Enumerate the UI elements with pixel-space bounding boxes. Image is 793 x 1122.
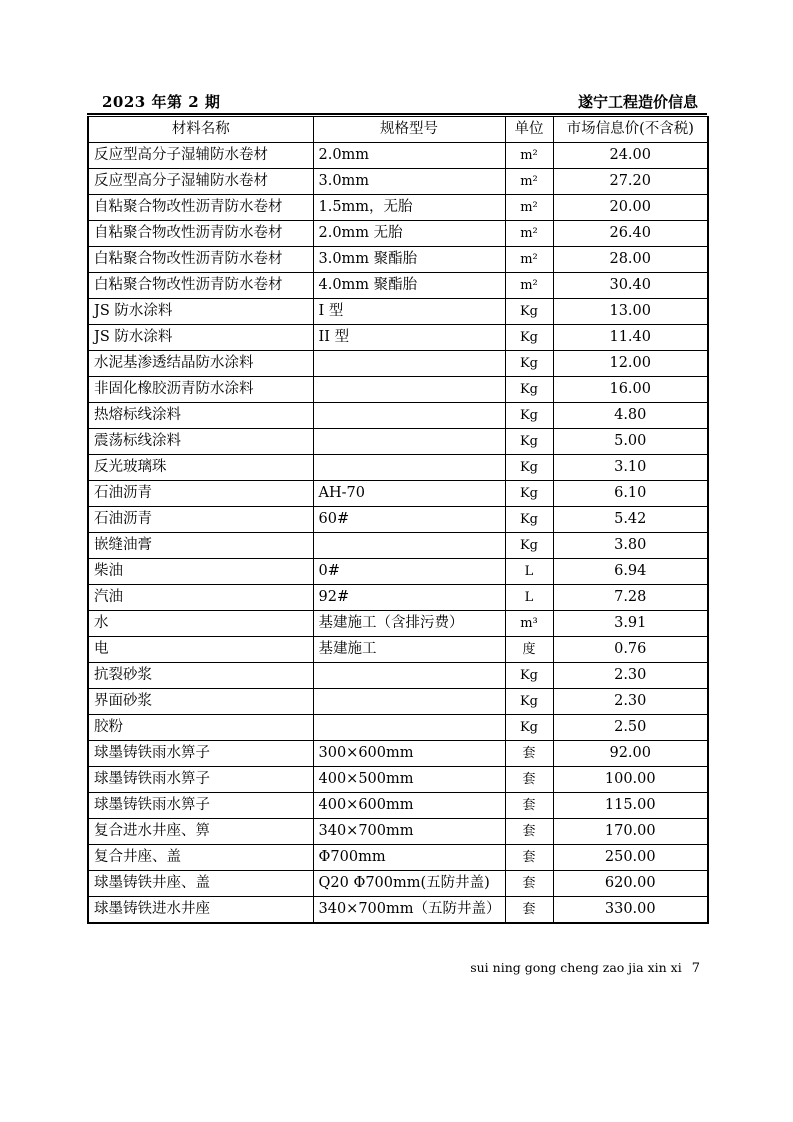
unit-cell: Kg — [505, 325, 553, 351]
material-name-cell: 白粘聚合物改性沥青防水卷材 — [88, 247, 313, 273]
market-price-cell: 0.76 — [553, 637, 708, 663]
unit-cell: 套 — [505, 741, 553, 767]
material-name-cell: 球墨铸铁雨水箅子 — [88, 741, 313, 767]
spec-model-cell — [313, 377, 505, 403]
table-row — [88, 663, 708, 689]
spec-model-cell: Φ700mm — [313, 845, 505, 871]
spec-model-cell: 2.0mm 无胎 — [313, 221, 505, 247]
unit-cell: 套 — [505, 819, 553, 845]
material-name-cell: 复合进水井座、箅 — [88, 819, 313, 845]
market-price-cell: 3.91 — [553, 611, 708, 637]
market-price-cell: 3.80 — [553, 533, 708, 559]
material-name-cell: 白粘聚合物改性沥青防水卷材 — [88, 273, 313, 299]
spec-model-cell: 400×600mm — [313, 793, 505, 819]
unit-cell: 套 — [505, 897, 553, 924]
spec-model-cell: 4.0mm 聚酯胎 — [313, 273, 505, 299]
table-row — [88, 715, 708, 741]
market-price-cell: 6.94 — [553, 559, 708, 585]
table-row — [88, 559, 708, 585]
table-row — [88, 455, 708, 481]
table-row — [88, 481, 708, 507]
market-price-cell: 2.30 — [553, 689, 708, 715]
spec-model-cell — [313, 455, 505, 481]
market-price-cell: 28.00 — [553, 247, 708, 273]
market-price-cell: 7.28 — [553, 585, 708, 611]
table-row — [88, 585, 708, 611]
material-name-cell: 球墨铸铁雨水箅子 — [88, 793, 313, 819]
unit-cell: m² — [505, 221, 553, 247]
market-price-cell: 2.50 — [553, 715, 708, 741]
material-name-cell: 反应型高分子湿辅防水卷材 — [88, 169, 313, 195]
market-price-cell: 16.00 — [553, 377, 708, 403]
table-row — [88, 221, 708, 247]
market-price-cell: 12.00 — [553, 351, 708, 377]
table-row — [88, 143, 708, 169]
table-row — [88, 871, 708, 897]
material-name-cell: 石油沥青 — [88, 481, 313, 507]
table-row — [88, 845, 708, 871]
material-name-cell: 自粘聚合物改性沥青防水卷材 — [88, 221, 313, 247]
market-price-cell: 6.10 — [553, 481, 708, 507]
table-row — [88, 611, 708, 637]
material-name-cell: 界面砂浆 — [88, 689, 313, 715]
price-table — [87, 116, 709, 924]
table-row — [88, 767, 708, 793]
table-row — [88, 429, 708, 455]
page-footer — [470, 960, 700, 976]
unit-cell: Kg — [505, 403, 553, 429]
material-name-cell: 胶粉 — [88, 715, 313, 741]
table-row — [88, 819, 708, 845]
unit-cell: 套 — [505, 767, 553, 793]
table-header — [88, 117, 708, 143]
material-name-cell: 反应型高分子湿辅防水卷材 — [88, 143, 313, 169]
material-name-cell: 非固化橡胶沥青防水涂料 — [88, 377, 313, 403]
table-row — [88, 403, 708, 429]
market-price-cell: 92.00 — [553, 741, 708, 767]
unit-cell: 套 — [505, 871, 553, 897]
market-price-cell: 5.00 — [553, 429, 708, 455]
unit-cell: Kg — [505, 715, 553, 741]
market-price-cell: 13.00 — [553, 299, 708, 325]
table-row — [88, 247, 708, 273]
market-price-cell: 3.10 — [553, 455, 708, 481]
unit-cell: m³ — [505, 611, 553, 637]
unit-cell: m² — [505, 169, 553, 195]
spec-model-cell: Q20 Φ700mm(五防井盖) — [313, 871, 505, 897]
spec-model-cell: I 型 — [313, 299, 505, 325]
unit-cell: m² — [505, 273, 553, 299]
column-header-name: 材料名称 — [88, 117, 313, 143]
unit-cell: L — [505, 559, 553, 585]
unit-cell: m² — [505, 143, 553, 169]
material-name-cell: 抗裂砂浆 — [88, 663, 313, 689]
table-row — [88, 377, 708, 403]
table-row — [88, 273, 708, 299]
market-price-cell: 100.00 — [553, 767, 708, 793]
market-price-cell: 2.30 — [553, 663, 708, 689]
unit-cell: 套 — [505, 793, 553, 819]
table-row — [88, 325, 708, 351]
spec-model-cell: 2.0mm — [313, 143, 505, 169]
material-name-cell: 球墨铸铁进水井座 — [88, 897, 313, 924]
table-row — [88, 533, 708, 559]
spec-model-cell — [313, 715, 505, 741]
spec-model-cell: 基建施工 — [313, 637, 505, 663]
unit-cell: m² — [505, 247, 553, 273]
material-name-cell: 反光玻璃珠 — [88, 455, 313, 481]
material-name-cell: 石油沥青 — [88, 507, 313, 533]
market-price-cell: 5.42 — [553, 507, 708, 533]
unit-cell: L — [505, 585, 553, 611]
table-row — [88, 689, 708, 715]
spec-model-cell: 0# — [313, 559, 505, 585]
footer-text: sui ning gong cheng zao jia xin xi — [470, 960, 682, 975]
spec-model-cell: 基建施工（含排污费） — [313, 611, 505, 637]
material-name-cell: 自粘聚合物改性沥青防水卷材 — [88, 195, 313, 221]
market-price-cell: 250.00 — [553, 845, 708, 871]
material-name-cell: 球墨铸铁雨水箅子 — [88, 767, 313, 793]
table-row — [88, 637, 708, 663]
spec-model-cell: II 型 — [313, 325, 505, 351]
spec-model-cell — [313, 351, 505, 377]
unit-cell: Kg — [505, 429, 553, 455]
table-row — [88, 169, 708, 195]
page-number: 7 — [691, 961, 700, 976]
spec-model-cell: 92# — [313, 585, 505, 611]
spec-model-cell — [313, 533, 505, 559]
spec-model-cell — [313, 429, 505, 455]
market-price-cell: 330.00 — [553, 897, 708, 924]
column-header-price: 市场信息价(不含税) — [553, 117, 708, 143]
market-price-cell: 27.20 — [553, 169, 708, 195]
spec-model-cell: AH-70 — [313, 481, 505, 507]
market-price-cell: 620.00 — [553, 871, 708, 897]
material-name-cell: 柴油 — [88, 559, 313, 585]
market-price-cell: 11.40 — [553, 325, 708, 351]
material-name-cell: 电 — [88, 637, 313, 663]
publication-title: 遂宁工程造价信息 — [577, 93, 698, 111]
material-name-cell: 汽油 — [88, 585, 313, 611]
spec-model-cell — [313, 403, 505, 429]
material-name-cell: 球墨铸铁井座、盖 — [88, 871, 313, 897]
material-name-cell: 嵌缝油膏 — [88, 533, 313, 559]
table-row — [88, 195, 708, 221]
spec-model-cell: 1.5mm，无胎 — [313, 195, 505, 221]
unit-cell: Kg — [505, 533, 553, 559]
material-name-cell: 水泥基渗透结晶防水涂料 — [88, 351, 313, 377]
spec-model-cell: 3.0mm — [313, 169, 505, 195]
table-row — [88, 299, 708, 325]
spec-model-cell: 340×700mm — [313, 819, 505, 845]
material-name-cell: 震荡标线涂料 — [88, 429, 313, 455]
market-price-cell: 24.00 — [553, 143, 708, 169]
market-price-cell: 170.00 — [553, 819, 708, 845]
table-row — [88, 793, 708, 819]
spec-model-cell: 60# — [313, 507, 505, 533]
issue-label: 2023 年第 2 期 — [102, 93, 221, 111]
unit-cell: Kg — [505, 377, 553, 403]
unit-cell: Kg — [505, 299, 553, 325]
material-name-cell: JS 防水涂料 — [88, 299, 313, 325]
column-header-spec: 规格型号 — [313, 117, 505, 143]
unit-cell: 度 — [505, 637, 553, 663]
header-divider — [87, 113, 707, 115]
unit-cell: Kg — [505, 351, 553, 377]
unit-cell: Kg — [505, 689, 553, 715]
table-row — [88, 897, 708, 924]
table-row — [88, 507, 708, 533]
column-header-unit: 单位 — [505, 117, 553, 143]
material-name-cell: JS 防水涂料 — [88, 325, 313, 351]
unit-cell: 套 — [505, 845, 553, 871]
spec-model-cell — [313, 689, 505, 715]
material-name-cell: 水 — [88, 611, 313, 637]
unit-cell: Kg — [505, 455, 553, 481]
spec-model-cell: 340×700mm（五防井盖） — [313, 897, 505, 924]
spec-model-cell: 400×500mm — [313, 767, 505, 793]
material-name-cell: 复合井座、盖 — [88, 845, 313, 871]
spec-model-cell: 3.0mm 聚酯胎 — [313, 247, 505, 273]
market-price-cell: 26.40 — [553, 221, 708, 247]
table-row — [88, 351, 708, 377]
spec-model-cell — [313, 663, 505, 689]
header-row — [88, 117, 708, 143]
spec-model-cell: 300×600mm — [313, 741, 505, 767]
market-price-cell: 20.00 — [553, 195, 708, 221]
table-row — [88, 741, 708, 767]
table-body — [88, 143, 708, 924]
unit-cell: m² — [505, 195, 553, 221]
unit-cell: Kg — [505, 663, 553, 689]
market-price-cell: 115.00 — [553, 793, 708, 819]
market-price-cell: 4.80 — [553, 403, 708, 429]
material-name-cell: 热熔标线涂料 — [88, 403, 313, 429]
unit-cell: Kg — [505, 507, 553, 533]
unit-cell: Kg — [505, 481, 553, 507]
market-price-cell: 30.40 — [553, 273, 708, 299]
